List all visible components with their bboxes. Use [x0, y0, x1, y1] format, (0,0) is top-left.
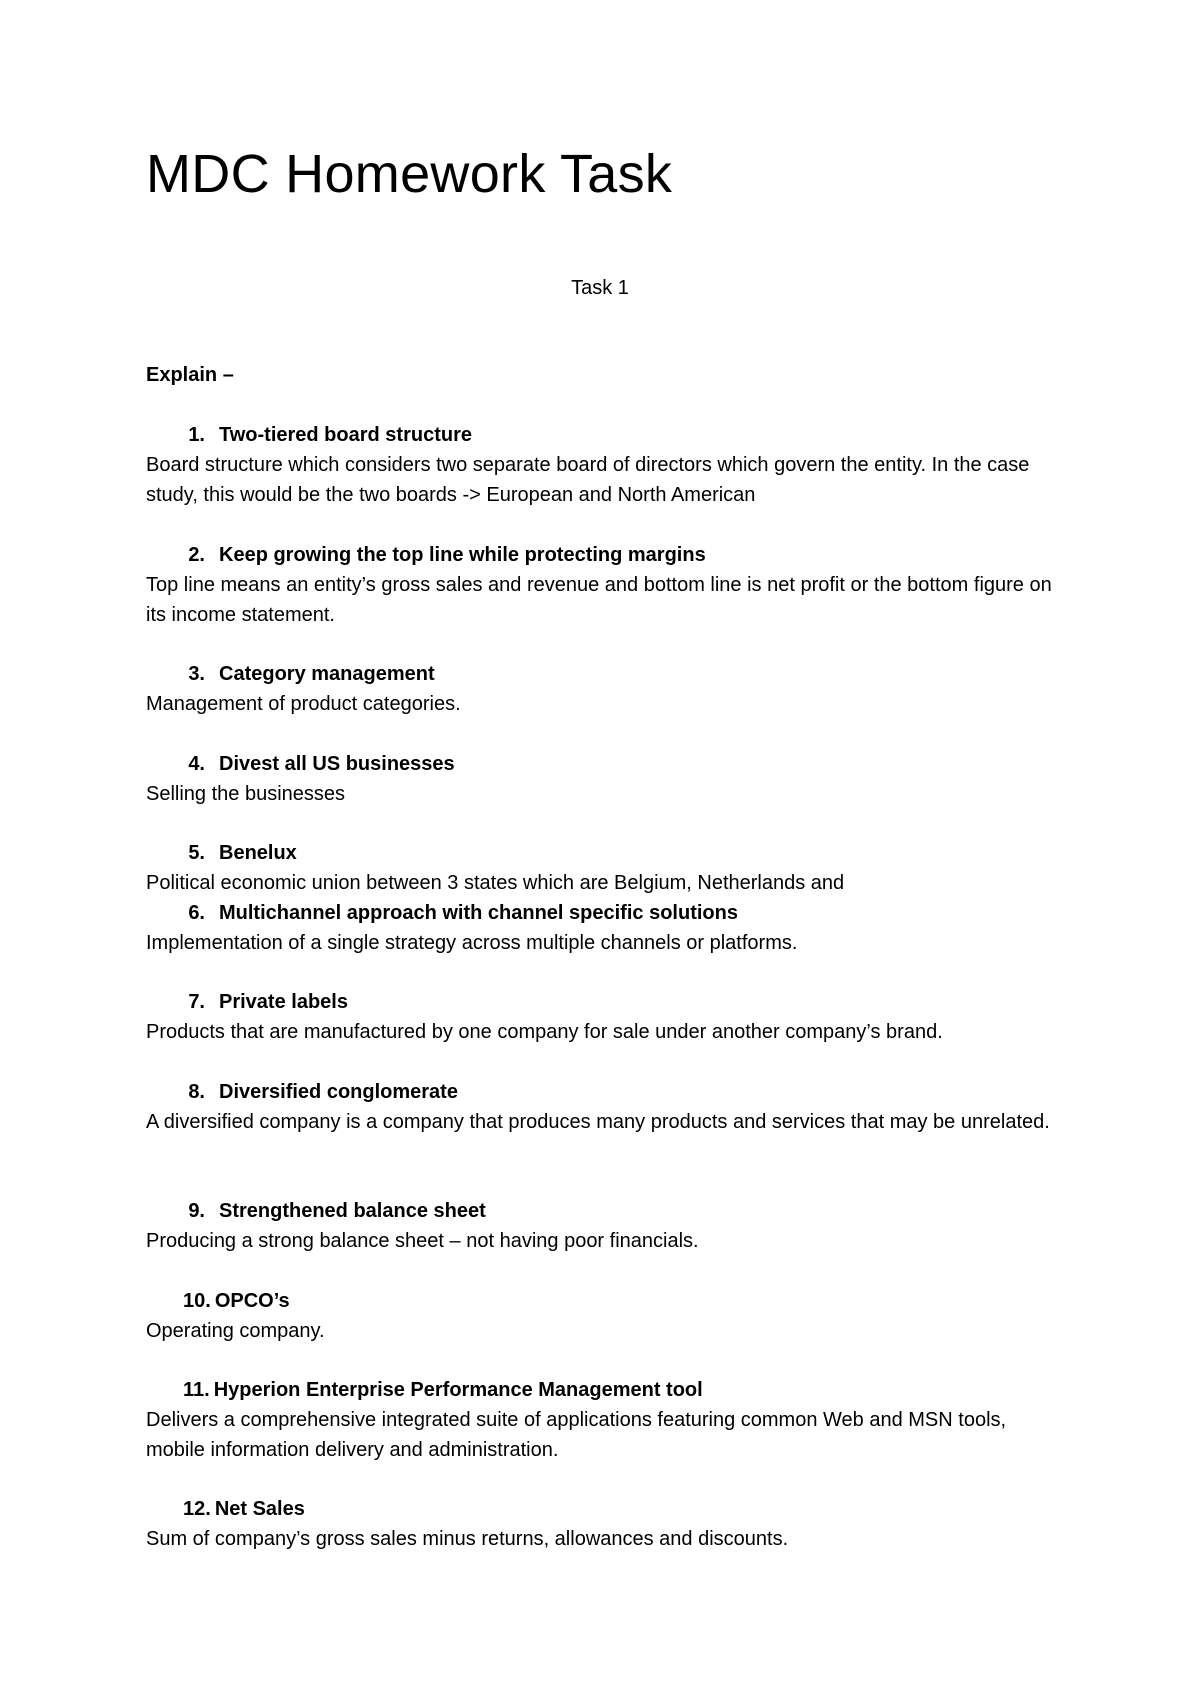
item-heading — [146, 420, 1066, 450]
list-item — [146, 749, 1066, 809]
page-title: MDC Homework Task — [146, 144, 673, 204]
item-heading — [146, 838, 1066, 868]
list-item — [146, 838, 1066, 898]
item-heading — [146, 540, 1066, 570]
item-description: Operating company. — [146, 1320, 325, 1342]
item-description: Delivers a comprehensive integrated suite of applications featuring common Web and MSN tools, mobile information delivery and administration. — [146, 1409, 1007, 1461]
list-item — [146, 1286, 1066, 1346]
task-subtitle: Task 1 — [571, 277, 629, 299]
item-description: Selling the businesses — [146, 783, 346, 805]
list-item — [146, 1494, 1066, 1554]
item-heading — [146, 987, 1066, 1017]
item-description: Top line means an entity’s gross sales and revenue and bottom line is net profit or the bottom figure on its income statement. — [146, 574, 1052, 626]
list-item — [146, 898, 1066, 958]
list-item — [146, 420, 1066, 510]
item-heading-text: Diversified conglomerate — [219, 1081, 458, 1103]
item-number: 10. — [183, 1290, 211, 1312]
item-number: 7. — [188, 991, 205, 1013]
list-item — [146, 659, 1066, 719]
list-item — [146, 1077, 1066, 1137]
item-heading — [146, 749, 1066, 779]
item-description: Political economic union between 3 states which are Belgium, Netherlands and — [146, 872, 845, 894]
item-description: Producing a strong balance sheet – not having poor financials. — [146, 1230, 699, 1252]
item-heading — [146, 1196, 1066, 1226]
item-heading-text: Net Sales — [214, 1498, 305, 1520]
item-description: A diversified company is a company that produces many products and services that may be unrelated. — [146, 1111, 1050, 1133]
item-number: 6. — [188, 902, 205, 924]
item-heading — [146, 1286, 1066, 1316]
item-heading — [146, 898, 1066, 928]
item-number: 5. — [188, 842, 205, 864]
item-heading — [146, 1077, 1066, 1107]
item-heading — [146, 1375, 1066, 1405]
item-heading-text: Category management — [219, 663, 435, 685]
item-heading-text: OPCO’s — [214, 1290, 290, 1312]
item-heading-text: Divest all US businesses — [219, 753, 455, 775]
item-description: Products that are manufactured by one company for sale under another company’s brand. — [146, 1021, 943, 1043]
list-item — [146, 987, 1066, 1047]
item-description: Board structure which considers two separate board of directors which govern the entity. In the case study, this would be the two boards -> European and North American — [146, 454, 1030, 506]
item-heading — [146, 1494, 1066, 1524]
item-number: 2. — [188, 544, 205, 566]
intro-label: Explain – — [146, 364, 234, 386]
item-number: 4. — [188, 753, 205, 775]
list-item — [146, 540, 1066, 630]
item-description: Management of product categories. — [146, 693, 461, 715]
list-item — [146, 1196, 1066, 1256]
item-heading-text: Multichannel approach with channel specific solutions — [219, 902, 738, 924]
item-heading-text: Private labels — [219, 991, 348, 1013]
item-heading-text: Hyperion Enterprise Performance Management tool — [213, 1379, 703, 1401]
item-heading-text: Benelux — [219, 842, 297, 864]
list-item — [146, 1375, 1066, 1465]
item-number: 12. — [183, 1498, 211, 1520]
item-description: Implementation of a single strategy across multiple channels or platforms. — [146, 932, 798, 954]
item-heading-text: Two-tiered board structure — [219, 424, 472, 446]
item-description: Sum of company’s gross sales minus returns, allowances and discounts. — [146, 1528, 789, 1550]
item-heading-text: Keep growing the top line while protecting margins — [219, 544, 706, 566]
item-number: 11. — [183, 1379, 210, 1401]
item-number: 8. — [188, 1081, 205, 1103]
item-number: 1. — [188, 424, 205, 446]
item-heading — [146, 659, 1066, 689]
item-heading-text: Strengthened balance sheet — [219, 1200, 486, 1222]
item-number: 9. — [188, 1200, 205, 1222]
item-number: 3. — [188, 663, 205, 685]
